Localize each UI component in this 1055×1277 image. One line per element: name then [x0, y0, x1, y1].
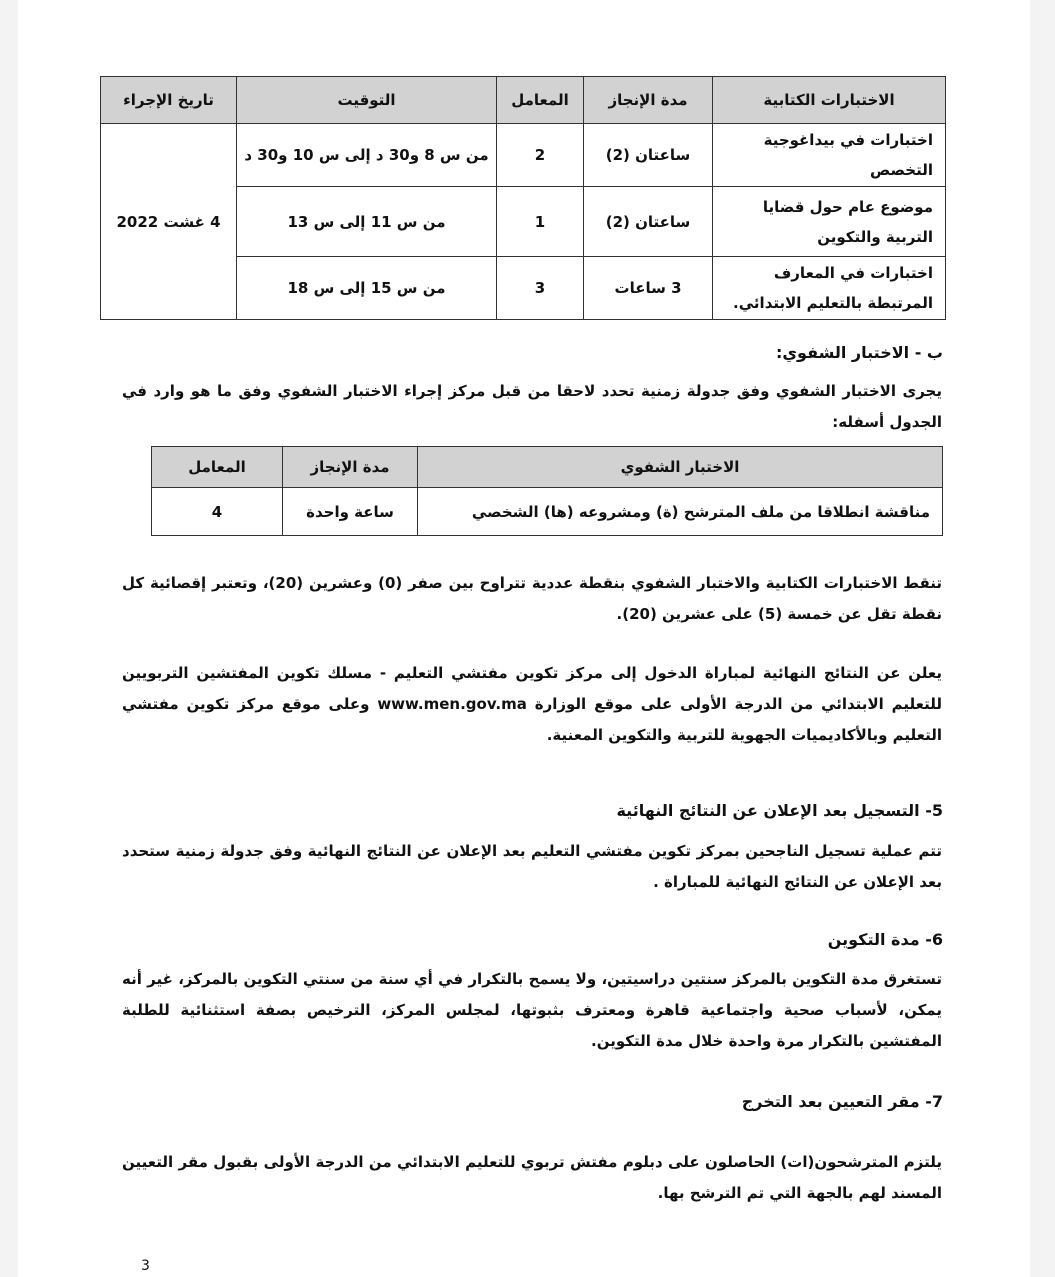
col-header-duration: مدة الإنجاز: [283, 447, 418, 488]
col-header-exam: الاختبارات الكتابية: [713, 77, 946, 124]
col-header-date: تاريخ الإجراء: [101, 77, 237, 124]
coef-cell: 2: [497, 124, 584, 187]
table-row: [152, 488, 943, 536]
section-7-heading: 7- مقر التعيين بعد التخرج: [741, 1092, 943, 1111]
duration-cell: ساعتان (2): [584, 124, 713, 187]
section-5-heading: 5- التسجيل بعد الإعلان عن النتائج النهائية: [616, 801, 943, 820]
oral-exam-intro: يجرى الاختبار الشفوي وفق جدولة زمنية تحدد لاحقا من قبل مركز إجراء الاختبار الشفوي وفق ما هو وارد في الجدول أسفله:: [122, 382, 942, 431]
document-page: [18, 0, 1030, 1277]
oral-exam-cell: مناقشة انطلاقا من ملف المترشح (ة) ومشروعه (ها) الشخصي: [418, 488, 943, 536]
time-cell: من س 11 إلى س 13: [237, 187, 497, 257]
exam-cell: اختبارات في بيداغوجية التخصص: [713, 124, 946, 187]
col-header-oral-exam: الاختبار الشفوي: [418, 447, 943, 488]
table-header-row: [101, 77, 946, 124]
page-number: 3: [141, 1258, 150, 1274]
col-header-coef: المعامل: [152, 447, 283, 488]
section-5-text: تتم عملية تسجيل الناجحين بمركز تكوين مفتشي التعليم بعد الإعلان عن النتائج النهائية وفق جدولة زمنية ستحدد بعد الإعلان عن النتائج النهائية للمباراة .: [122, 842, 942, 891]
duration-cell: ساعتان (2): [584, 187, 713, 257]
table-row: [101, 124, 946, 187]
oral-exam-table: [151, 446, 943, 536]
col-header-coef: المعامل: [497, 77, 584, 124]
duration-cell: ساعة واحدة: [283, 488, 418, 536]
duration-cell: 3 ساعات: [584, 257, 713, 320]
section-6-text: تستغرق مدة التكوين بالمركز سنتين دراسيتين، ولا يسمح بالتكرار في أي سنة من سنتي التكوين بالمركز، غير أنه يمكن، لأسباب صحية واجتماعية قاهرة ومعترف بثبوتها، لمجلس المركز، الترخيص بصفة استثنائية للطلبة المفتشين بالتكرار مرة واحدة خلال مدة التكوين.: [122, 970, 942, 1050]
time-cell: من س 8 و30 د إلى س 10 و30 د: [237, 124, 497, 187]
date-cell: 4 غشت 2022: [101, 124, 237, 320]
table-header-row: [152, 447, 943, 488]
coef-cell: 1: [497, 187, 584, 257]
section-7-text: يلتزم المترشحون(ات) الحاصلون على دبلوم مفتش تربوي للتعليم الابتدائي من الدرجة الأولى بقبول مقر التعيين المسند لهم بالجهة التي تم الترشح بها.: [122, 1153, 942, 1202]
time-cell: من س 15 إلى س 18: [237, 257, 497, 320]
coef-cell: 4: [152, 488, 283, 536]
exam-cell: موضوع عام حول قضايا التربية والتكوين: [713, 187, 946, 257]
col-header-duration: مدة الإنجاز: [584, 77, 713, 124]
grading-paragraph: تنقط الاختبارات الكتابية والاختبار الشفوي بنقطة عددية تتراوح بين صفر (0) وعشرين (20)، وتعتبر إقصائية كل نقطة تقل عن خمسة (5) على عشرين (20).: [122, 574, 943, 623]
col-header-time: التوقيت: [237, 77, 497, 124]
exam-cell: اختبارات في المعارف المرتبطة بالتعليم الابتدائي.: [713, 257, 946, 320]
results-paragraph: يعلن عن النتائج النهائية لمباراة الدخول إلى مركز تكوين مفتشي التعليم - مسلك تكوين المفتشين التربويين للتعليم الابتدائي من الدرجة الأولى على موقع الوزارة www.men.gov.ma وعلى موقع مركز تكوين مفتشي التعليم وبالأكاديميات الجهوية للتربية والتكوين المعنية.: [122, 664, 942, 744]
oral-exam-heading: ب - الاختبار الشفوي:: [775, 343, 943, 362]
coef-cell: 3: [497, 257, 584, 320]
section-6-heading: 6- مدة التكوين: [827, 930, 943, 949]
written-exams-table: [100, 76, 946, 320]
